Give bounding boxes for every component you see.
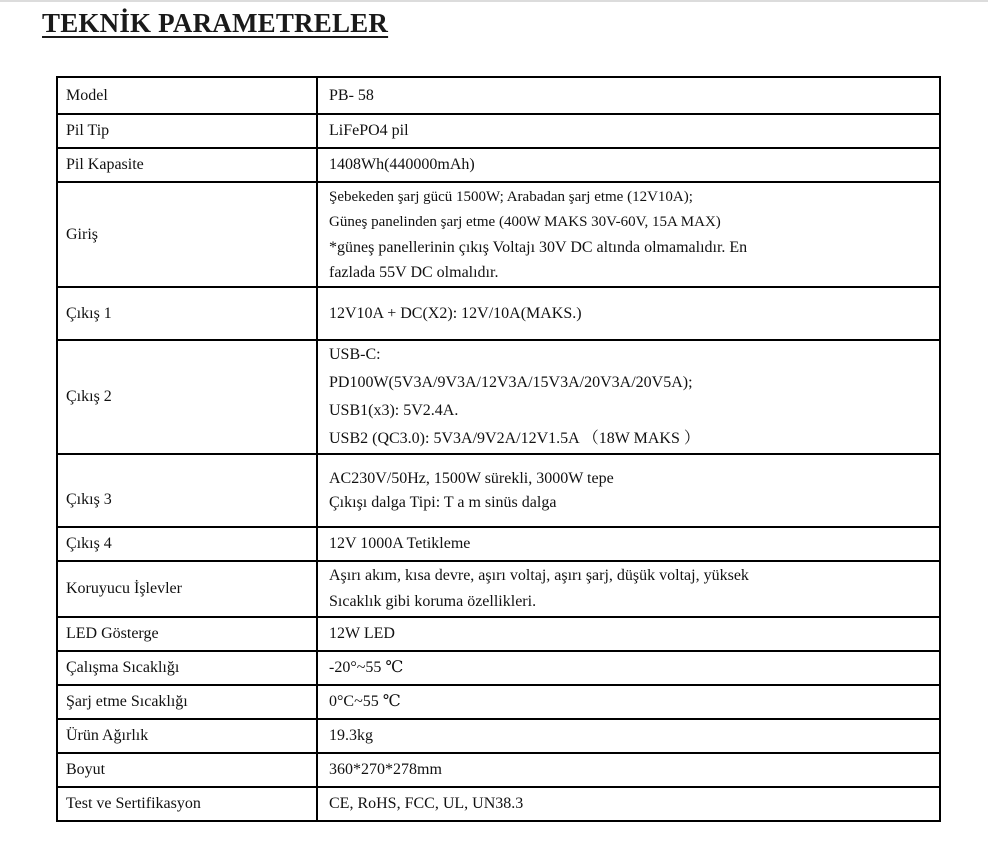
value-line: LiFePO4 pil <box>329 122 409 139</box>
top-edge-divider <box>0 0 988 2</box>
row-label: Çıkış 2 <box>57 340 317 454</box>
table-row-protection-functions <box>57 561 940 617</box>
row-label: Model <box>57 77 317 114</box>
row-label: Giriş <box>57 182 317 287</box>
table-row-dimensions <box>57 753 940 787</box>
row-label: Pil Kapasite <box>57 148 317 182</box>
row-value <box>317 148 940 182</box>
row-label: Test ve Sertifikasyon <box>57 787 317 821</box>
table-row-led-indicator <box>57 617 940 651</box>
table-row-output-4 <box>57 527 940 561</box>
row-value <box>317 340 940 454</box>
row-value <box>317 753 940 787</box>
value-line: PD100W(5V3A/9V3A/12V3A/15V3A/20V3A/20V5A); <box>329 374 693 391</box>
value-line: CE, RoHS, FCC, UL, UN38.3 <box>329 795 524 812</box>
row-value <box>317 719 940 753</box>
row-label: Ürün Ağırlık <box>57 719 317 753</box>
row-value <box>317 77 940 114</box>
table-row-output-2 <box>57 340 940 454</box>
value-line: 0°C~55 ℃ <box>329 693 401 710</box>
value-line: -20°~55 ℃ <box>329 659 404 676</box>
value-line: USB2 (QC3.0): 5V3A/9V2A/12V1.5A （18W MAKS ） <box>329 430 700 447</box>
value-line: PB- 58 <box>329 86 374 104</box>
technical-parameters-table <box>56 76 941 822</box>
value-line: 19.3kg <box>329 727 373 744</box>
row-label: Çıkış 1 <box>57 287 317 340</box>
value-line: Şebekeden şarj gücü 1500W; Arabadan şarj etme (12V10A); <box>329 188 693 205</box>
table-row-model <box>57 77 940 114</box>
value-line: 12W LED <box>329 625 395 642</box>
value-line: AC230V/50Hz, 1500W sürekli, 3000W tepe <box>329 469 614 487</box>
table-row-certification <box>57 787 940 821</box>
row-label: LED Gösterge <box>57 617 317 651</box>
value-line: Aşırı akım, kısa devre, aşırı voltaj, aşırı şarj, düşük voltaj, yüksek <box>329 567 749 584</box>
value-line: *güneş panellerinin çıkış Voltajı 30V DC altında olmamalıdır. En <box>329 238 748 256</box>
row-value <box>317 182 940 287</box>
row-value <box>317 561 940 617</box>
table-row-output-3 <box>57 454 940 527</box>
row-value <box>317 114 940 148</box>
row-label: Boyut <box>57 753 317 787</box>
row-label: Çalışma Sıcaklığı <box>57 651 317 685</box>
row-label: Çıkış 3 <box>57 454 317 527</box>
table-row-battery-capacity <box>57 148 940 182</box>
value-line: Sıcaklık gibi koruma özellikleri. <box>329 593 537 610</box>
row-label: Çıkış 4 <box>57 527 317 561</box>
row-value <box>317 685 940 719</box>
table-row-product-weight <box>57 719 940 753</box>
row-label: Şarj etme Sıcaklığı <box>57 685 317 719</box>
value-line: fazlada 55V DC olmalıdır. <box>329 263 499 281</box>
value-line: USB1(x3): 5V2.4A. <box>329 402 459 419</box>
value-line: 12V 1000A Tetikleme <box>329 535 471 552</box>
table-row-operating-temperature <box>57 651 940 685</box>
value-line: 360*270*278mm <box>329 761 442 778</box>
row-label: Koruyucu İşlevler <box>57 561 317 617</box>
row-label: Pil Tip <box>57 114 317 148</box>
row-value <box>317 527 940 561</box>
row-value <box>317 617 940 651</box>
row-value <box>317 287 940 340</box>
table-row-input <box>57 182 940 287</box>
table-row-battery-type <box>57 114 940 148</box>
table-row-charging-temperature <box>57 685 940 719</box>
value-line: Güneş panelinden şarj etme (400W MAKS 30V-60V, 15A MAX) <box>329 213 721 230</box>
value-line: 12V10A + DC(X2): 12V/10A(MAKS.) <box>329 304 582 322</box>
page-title: TEKNİK PARAMETRELER <box>42 8 389 38</box>
value-line: USB-C: <box>329 346 381 363</box>
row-value <box>317 454 940 527</box>
value-line: 1408Wh(440000mAh) <box>329 156 475 173</box>
row-value <box>317 651 940 685</box>
value-line: Çıkışı dalga Tipi: T a m sinüs dalga <box>329 493 557 511</box>
row-value <box>317 787 940 821</box>
table-row-output-1 <box>57 287 940 340</box>
